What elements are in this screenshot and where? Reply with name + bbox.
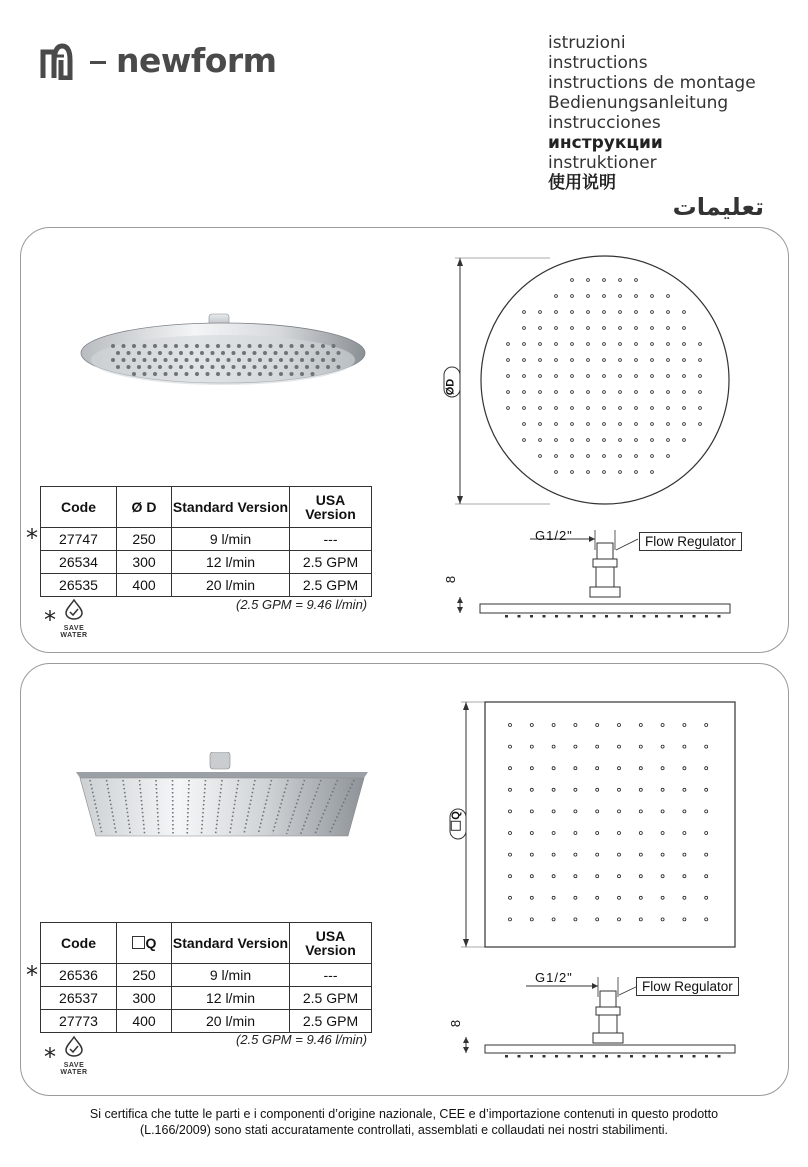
nozzle-dot bbox=[206, 358, 210, 362]
cell-size: 250 bbox=[117, 528, 172, 551]
water-label: WATER bbox=[60, 1069, 88, 1076]
nozzle-dot bbox=[206, 372, 210, 376]
save-water-badge bbox=[60, 598, 88, 639]
square-shower-head-image bbox=[72, 752, 372, 844]
nozzle-dot bbox=[253, 351, 257, 355]
footer-line-2: (L.166/2009) sono stati accuratamente controllati, assemblati e collaudati nei nostri stabilimenti. bbox=[139, 1123, 669, 1137]
nozzle-dot bbox=[200, 351, 204, 355]
nozzle-dot bbox=[316, 365, 320, 369]
cell-code: 26534 bbox=[41, 551, 117, 574]
cell-size: 400 bbox=[117, 1010, 172, 1033]
nozzle-dot bbox=[143, 372, 147, 376]
cell-standard: 9 l/min bbox=[172, 964, 290, 987]
nozzle-dot bbox=[258, 358, 262, 362]
nozzle-dot bbox=[221, 351, 225, 355]
lang-fr: instructions de montage bbox=[548, 73, 756, 93]
cell-standard: 20 l/min bbox=[172, 1010, 290, 1033]
cell-usa: --- bbox=[290, 964, 372, 987]
nozzle-tip bbox=[668, 615, 671, 618]
nozzle-tip bbox=[543, 615, 546, 618]
nozzle-dot bbox=[284, 365, 288, 369]
nozzle-tip bbox=[530, 1055, 533, 1058]
nozzle-dot bbox=[206, 344, 210, 348]
newform-logo-icon bbox=[40, 40, 76, 80]
nozzle-dot bbox=[321, 358, 325, 362]
brand-logo bbox=[40, 38, 277, 82]
cell-standard: 9 l/min bbox=[172, 528, 290, 551]
nozzle-dot bbox=[305, 351, 309, 355]
nozzle-dot bbox=[137, 365, 141, 369]
nozzle-dot bbox=[111, 344, 115, 348]
nozzle-dot bbox=[158, 365, 162, 369]
cell-code: 27773 bbox=[41, 1010, 117, 1033]
col-standard: Standard Version bbox=[172, 923, 290, 964]
row-star-marker: * bbox=[26, 524, 38, 552]
nozzle-dot bbox=[143, 358, 147, 362]
lang-it: istruzioni bbox=[548, 33, 626, 53]
nozzle-dot bbox=[227, 344, 231, 348]
nozzle-dot bbox=[185, 344, 189, 348]
nozzle-dot bbox=[143, 344, 147, 348]
nozzle-dot bbox=[300, 372, 304, 376]
nozzle-dot bbox=[132, 372, 136, 376]
nozzle-dot bbox=[279, 344, 283, 348]
nozzle-dot bbox=[316, 351, 320, 355]
nozzle-dot bbox=[258, 344, 262, 348]
flow-regulator-label: Flow Regulator bbox=[636, 977, 739, 996]
flow-regulator-label: Flow Regulator bbox=[639, 532, 742, 551]
square-technical-drawing bbox=[430, 692, 760, 1072]
nozzle-tip bbox=[718, 1055, 721, 1058]
nozzle-tip bbox=[568, 615, 571, 618]
nozzle-dot bbox=[111, 358, 115, 362]
nozzle-dot bbox=[242, 365, 246, 369]
nozzle-dot bbox=[148, 365, 152, 369]
nozzle-dot bbox=[295, 365, 299, 369]
table-row bbox=[41, 574, 372, 597]
nozzle-dot bbox=[305, 365, 309, 369]
footer-line-1: Si certifica che tutte le parti e i componenti d’origine nazionale, CEE e d’importazione contenuti in questo prodotto bbox=[89, 1107, 719, 1121]
nozzle-dot bbox=[127, 351, 131, 355]
cell-standard: 12 l/min bbox=[172, 987, 290, 1010]
nozzle-dot bbox=[290, 358, 294, 362]
lang-de: Bedienungsanleitung bbox=[548, 93, 729, 113]
cell-usa: 2.5 GPM bbox=[290, 987, 372, 1010]
nozzle-dot bbox=[164, 372, 168, 376]
nozzle-dot bbox=[269, 358, 273, 362]
nozzle-dot bbox=[200, 365, 204, 369]
gpm-note: (2.5 GPM = 9.46 l/min) bbox=[236, 597, 368, 612]
cell-usa: 2.5 GPM bbox=[290, 574, 372, 597]
nozzle-dot bbox=[321, 344, 325, 348]
nozzle-tip bbox=[705, 1055, 708, 1058]
lang-ru: инструкции bbox=[548, 133, 663, 153]
nozzle-dot bbox=[164, 344, 168, 348]
nozzle-dot bbox=[122, 358, 126, 362]
nozzle-tip bbox=[655, 615, 658, 618]
nozzle-dot bbox=[263, 365, 267, 369]
nozzle-tip bbox=[693, 1055, 696, 1058]
col-square-label: Q bbox=[145, 935, 157, 951]
lang-es: instrucciones bbox=[548, 113, 661, 133]
nozzle-dot bbox=[211, 365, 215, 369]
nozzle-dot bbox=[153, 372, 157, 376]
nozzle-dot bbox=[237, 344, 241, 348]
nozzle-dot bbox=[153, 344, 157, 348]
nozzle-tip bbox=[718, 615, 721, 618]
nozzle-dot bbox=[132, 358, 136, 362]
save-label: SAVE bbox=[63, 625, 85, 632]
nozzle-dot bbox=[311, 344, 315, 348]
table-row bbox=[41, 1010, 372, 1033]
square-symbol-icon bbox=[132, 936, 145, 949]
nozzle-tip bbox=[705, 615, 708, 618]
nozzle-dot bbox=[174, 358, 178, 362]
nozzle-dot bbox=[337, 365, 341, 369]
height-label: 8 bbox=[443, 575, 459, 584]
nozzle-dot bbox=[169, 365, 173, 369]
cell-standard: 12 l/min bbox=[172, 551, 290, 574]
gpm-note: (2.5 GPM = 9.46 l/min) bbox=[236, 1032, 368, 1047]
round-shower-head-image bbox=[78, 308, 368, 398]
nozzle-tip bbox=[505, 1055, 508, 1058]
nozzle-dot bbox=[179, 365, 183, 369]
cell-standard: 20 l/min bbox=[172, 574, 290, 597]
brand-name: newform bbox=[116, 40, 277, 80]
nozzle-dot bbox=[279, 358, 283, 362]
save-water-star: * bbox=[44, 1043, 56, 1071]
nozzle-dot bbox=[211, 351, 215, 355]
lang-ar: تعليمات bbox=[672, 193, 764, 221]
nozzle-tip bbox=[655, 1055, 658, 1058]
nozzle-tip bbox=[680, 1055, 683, 1058]
nozzle-dot bbox=[227, 358, 231, 362]
nozzle-dot bbox=[227, 372, 231, 376]
col-usa: USA Version bbox=[290, 487, 372, 528]
square-spec-table bbox=[40, 922, 372, 1033]
nozzle-dot bbox=[179, 351, 183, 355]
table-row bbox=[41, 551, 372, 574]
nozzle-dot bbox=[216, 358, 220, 362]
thread-label: G1/2" bbox=[535, 528, 573, 543]
nozzle-tip bbox=[605, 615, 608, 618]
nozzle-dot bbox=[279, 372, 283, 376]
nozzle-tip bbox=[505, 615, 508, 618]
round-technical-drawing bbox=[430, 250, 760, 630]
col-usa: USA Version bbox=[290, 923, 372, 964]
nozzle-dot bbox=[132, 344, 136, 348]
nozzle-dot bbox=[153, 358, 157, 362]
save-water-star: * bbox=[44, 606, 56, 634]
round-dimension-label: ØD bbox=[444, 378, 457, 396]
nozzle-dot bbox=[263, 351, 267, 355]
nozzle-dot bbox=[216, 344, 220, 348]
nozzle-tip bbox=[543, 1055, 546, 1058]
nozzle-tip bbox=[668, 1055, 671, 1058]
table-row bbox=[41, 987, 372, 1010]
cell-usa: 2.5 GPM bbox=[290, 551, 372, 574]
nozzle-tip bbox=[568, 1055, 571, 1058]
table-row bbox=[41, 528, 372, 551]
nozzle-tip bbox=[518, 615, 521, 618]
nozzle-tip bbox=[593, 615, 596, 618]
table-row bbox=[41, 964, 372, 987]
nozzle-dot bbox=[195, 344, 199, 348]
nozzle-tip bbox=[605, 1055, 608, 1058]
nozzle-dot bbox=[248, 344, 252, 348]
nozzle-tip bbox=[555, 615, 558, 618]
lang-sv: instruktioner bbox=[548, 153, 657, 173]
cell-code: 26536 bbox=[41, 964, 117, 987]
square-symbol-icon bbox=[451, 821, 461, 831]
round-spec-table bbox=[40, 486, 372, 597]
nozzle-dot bbox=[174, 372, 178, 376]
height-label: 8 bbox=[448, 1019, 464, 1028]
nozzle-dot bbox=[326, 365, 330, 369]
nozzle-dot bbox=[326, 351, 330, 355]
nozzle-dot bbox=[158, 351, 162, 355]
nozzle-dot bbox=[232, 351, 236, 355]
water-drop-icon bbox=[60, 598, 88, 620]
cell-size: 300 bbox=[117, 987, 172, 1010]
nozzle-dot bbox=[290, 372, 294, 376]
nozzle-tip bbox=[580, 1055, 583, 1058]
nozzle-dot bbox=[311, 372, 315, 376]
square-dimension-label bbox=[450, 811, 462, 831]
nozzle-dot bbox=[232, 365, 236, 369]
water-drop-icon bbox=[60, 1035, 88, 1057]
nozzle-dot bbox=[248, 358, 252, 362]
nozzle-dot bbox=[127, 365, 131, 369]
col-standard: Standard Version bbox=[172, 487, 290, 528]
row-star-marker: * bbox=[26, 961, 38, 989]
cell-usa: 2.5 GPM bbox=[290, 1010, 372, 1033]
nozzle-dot bbox=[332, 344, 336, 348]
nozzle-tip bbox=[618, 615, 621, 618]
save-label: SAVE bbox=[63, 1062, 85, 1069]
nozzle-dot bbox=[290, 344, 294, 348]
language-list bbox=[548, 33, 756, 193]
nozzle-dot bbox=[237, 358, 241, 362]
nozzle-dot bbox=[274, 351, 278, 355]
nozzle-dot bbox=[332, 358, 336, 362]
nozzle-dot bbox=[258, 372, 262, 376]
cell-size: 250 bbox=[117, 964, 172, 987]
col-code: Code bbox=[41, 923, 117, 964]
thread-label: G1/2" bbox=[535, 970, 573, 985]
nozzle-tip bbox=[643, 1055, 646, 1058]
nozzle-tip bbox=[643, 615, 646, 618]
lang-en: instructions bbox=[548, 53, 648, 73]
nozzle-dot bbox=[185, 372, 189, 376]
nozzle-dot bbox=[190, 351, 194, 355]
nozzle-tip bbox=[630, 1055, 633, 1058]
nozzle-dot bbox=[248, 372, 252, 376]
nozzle-dot bbox=[190, 365, 194, 369]
nozzle-dot bbox=[216, 372, 220, 376]
lang-zh: 使用说明 bbox=[548, 173, 616, 193]
nozzle-tip bbox=[530, 615, 533, 618]
nozzle-dot bbox=[185, 358, 189, 362]
nozzle-dot bbox=[137, 351, 141, 355]
nozzle-dot bbox=[295, 351, 299, 355]
nozzle-tip bbox=[518, 1055, 521, 1058]
nozzle-dot bbox=[221, 365, 225, 369]
certification-footer bbox=[0, 1106, 808, 1138]
nozzle-dot bbox=[284, 351, 288, 355]
nozzle-dot bbox=[269, 372, 273, 376]
col-diameter: Ø D bbox=[117, 487, 172, 528]
cell-code: 26535 bbox=[41, 574, 117, 597]
nozzle-dot bbox=[116, 351, 120, 355]
nozzle-dot bbox=[253, 365, 257, 369]
nozzle-tip bbox=[593, 1055, 596, 1058]
col-square bbox=[117, 923, 172, 964]
nozzle-dot bbox=[337, 351, 341, 355]
nozzle-tip bbox=[680, 615, 683, 618]
col-code: Code bbox=[41, 487, 117, 528]
nozzle-dot bbox=[237, 372, 241, 376]
nozzle-tip bbox=[693, 615, 696, 618]
water-label: WATER bbox=[60, 632, 88, 639]
nozzle-dot bbox=[174, 344, 178, 348]
nozzle-tip bbox=[580, 615, 583, 618]
nozzle-dot bbox=[242, 351, 246, 355]
nozzle-tip bbox=[630, 615, 633, 618]
nozzle-dot bbox=[195, 358, 199, 362]
nozzle-dot bbox=[195, 372, 199, 376]
nozzle-dot bbox=[122, 344, 126, 348]
cell-size: 300 bbox=[117, 551, 172, 574]
nozzle-dot bbox=[311, 358, 315, 362]
nozzle-dot bbox=[164, 358, 168, 362]
cell-usa: --- bbox=[290, 528, 372, 551]
nozzle-dot bbox=[169, 351, 173, 355]
nozzle-dot bbox=[300, 344, 304, 348]
cell-code: 26537 bbox=[41, 987, 117, 1010]
square-dimension-text: Q bbox=[449, 811, 462, 820]
nozzle-tip bbox=[555, 1055, 558, 1058]
save-water-badge bbox=[60, 1035, 88, 1076]
nozzle-dot bbox=[148, 351, 152, 355]
nozzle-dot bbox=[269, 344, 273, 348]
cell-code: 27747 bbox=[41, 528, 117, 551]
cell-size: 400 bbox=[117, 574, 172, 597]
nozzle-dot bbox=[274, 365, 278, 369]
nozzle-dot bbox=[116, 365, 120, 369]
nozzle-tip bbox=[618, 1055, 621, 1058]
nozzle-dot bbox=[300, 358, 304, 362]
